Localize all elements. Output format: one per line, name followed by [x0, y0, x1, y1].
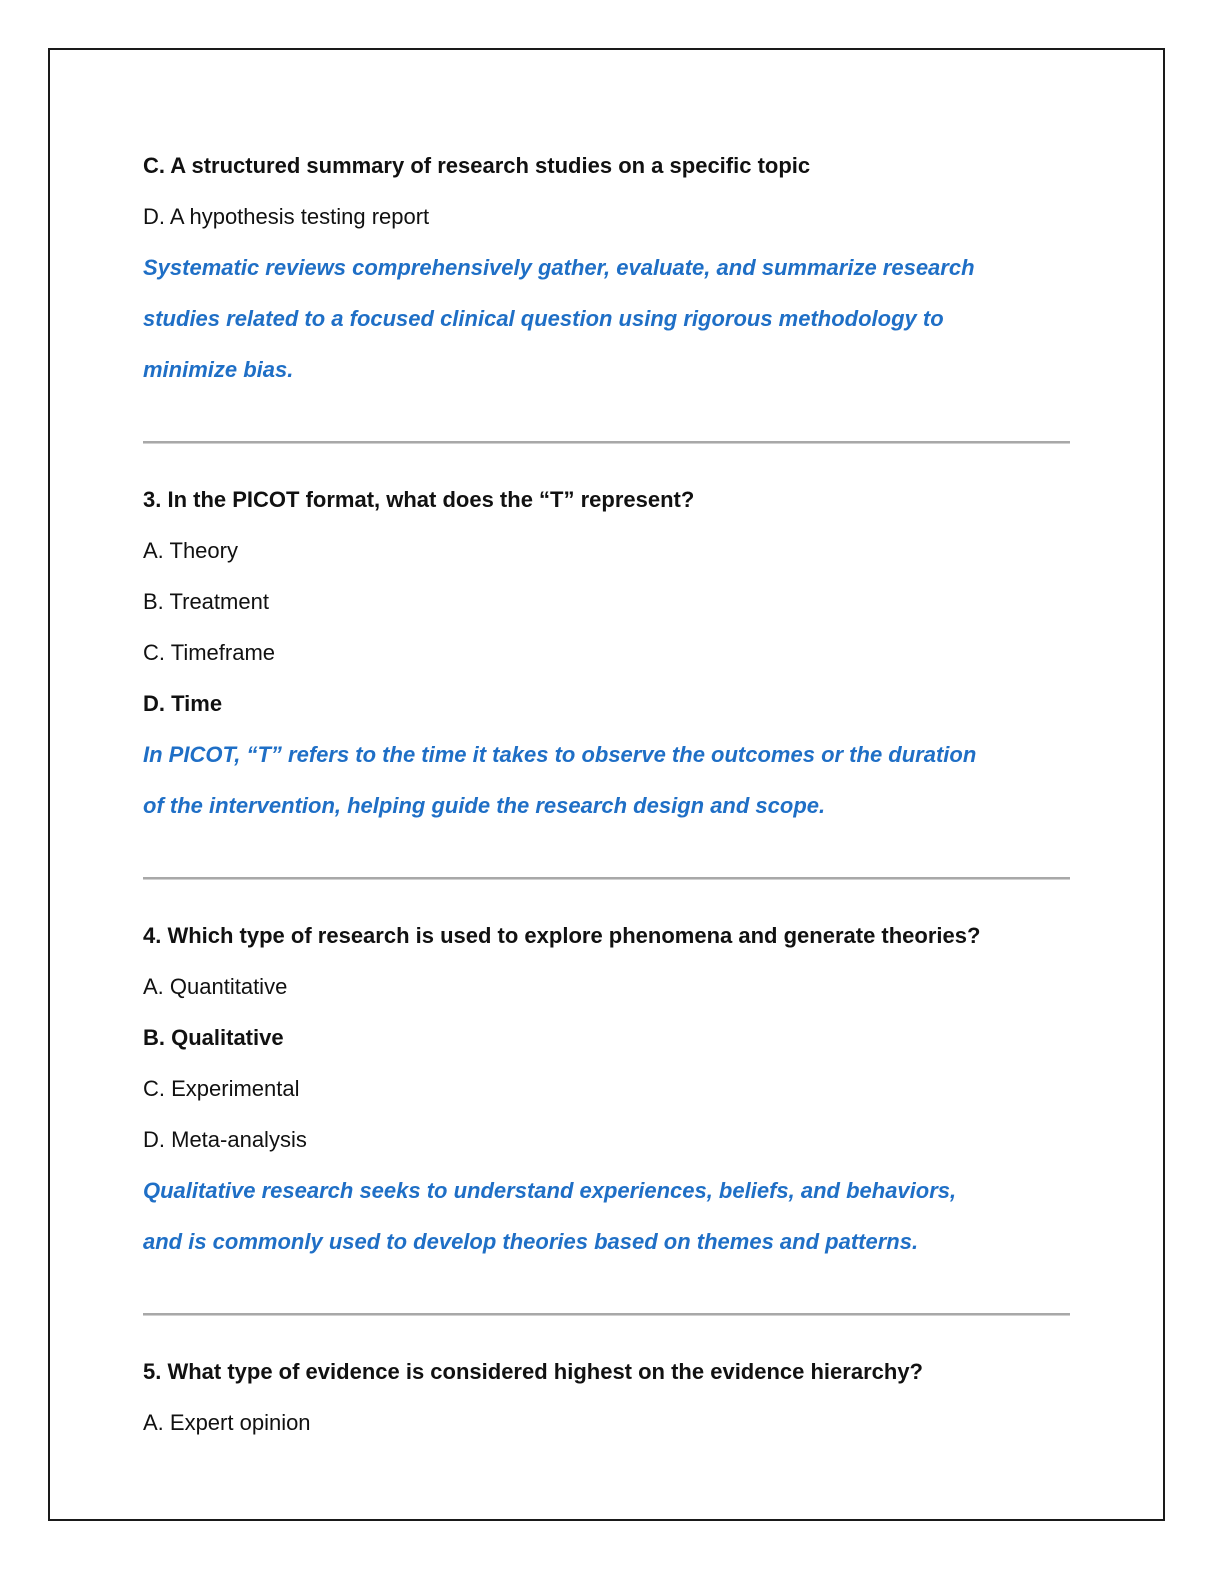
- q3-explanation-line-2: of the intervention, helping guide the research design and scope.: [143, 793, 826, 818]
- q5-question: 5. What type of evidence is considered highest on the evidence hierarchy?: [143, 1359, 923, 1384]
- q3-option-c: C. Timeframe: [143, 640, 276, 665]
- q4-option-b: B. Qualitative: [143, 1025, 284, 1050]
- document-content: [143, 140, 1073, 1448]
- q4-question: 4. Which type of research is used to explore phenomena and generate theories?: [143, 923, 981, 948]
- q3-explanation-line-1: In PICOT, “T” refers to the time it takes to observe the outcomes or the duration: [143, 742, 977, 767]
- q5-option-a: A. Expert opinion: [143, 1410, 311, 1435]
- q3-option-d: D. Time: [143, 691, 223, 716]
- q2-explanation-line-1: Systematic reviews comprehensively gather, evaluate, and summarize research: [143, 255, 975, 280]
- q3-option-a: A. Theory: [143, 538, 238, 563]
- q4-option-d: D. Meta-analysis: [143, 1127, 307, 1152]
- q2-option-d: D. A hypothesis testing report: [143, 204, 430, 229]
- q4-option-c: C. Experimental: [143, 1076, 300, 1101]
- q4-explanation-line-2: and is commonly used to develop theories based on themes and patterns.: [143, 1229, 919, 1254]
- q3-option-b: B. Treatment: [143, 589, 269, 614]
- q2-explanation-line-2: studies related to a focused clinical question using rigorous methodology to: [143, 306, 944, 331]
- q4-explanation-line-1: Qualitative research seeks to understand experiences, beliefs, and behaviors,: [143, 1178, 957, 1203]
- question-3-block: [143, 474, 1073, 831]
- q3-question: 3. In the PICOT format, what does the “T” represent?: [143, 487, 695, 512]
- q2-explanation-line-3: minimize bias.: [143, 357, 294, 382]
- q4-option-a: A. Quantitative: [143, 974, 288, 999]
- question-2-block: [143, 140, 1073, 395]
- q2-option-c: C. A structured summary of research studies on a specific topic: [143, 153, 811, 178]
- question-5-block: [143, 1346, 1073, 1448]
- question-4-block: [143, 910, 1073, 1267]
